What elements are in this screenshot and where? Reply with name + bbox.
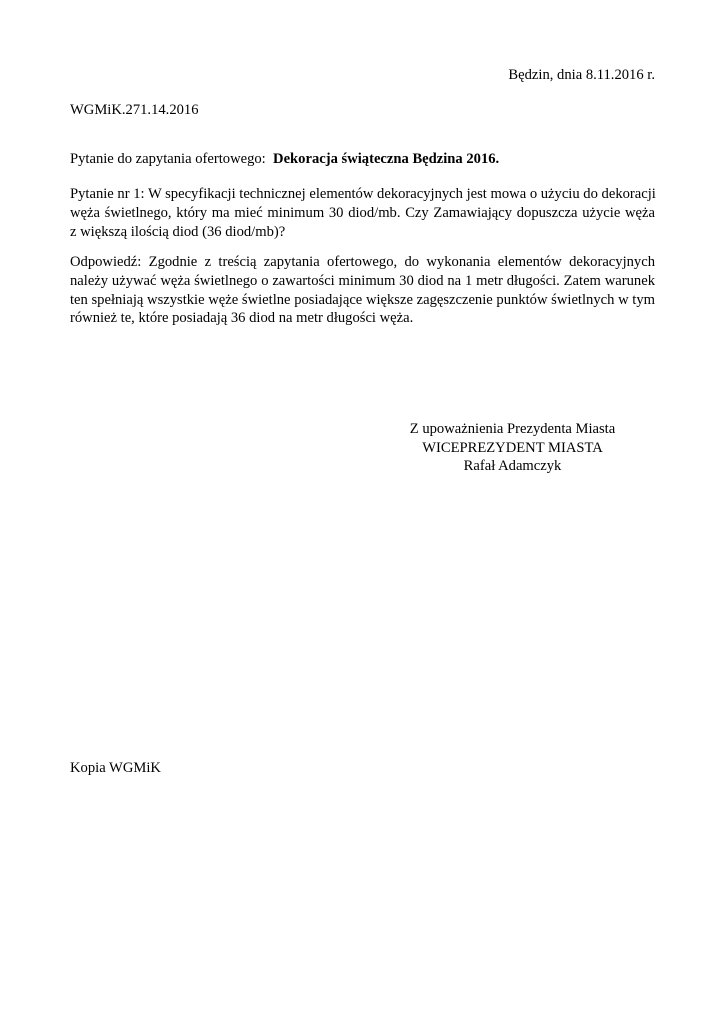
- signature-block: [390, 420, 635, 476]
- question-title-prefix: Pytanie do zapytania ofertowego:: [70, 151, 274, 167]
- question-line: węża świetlnego, który ma mieć minimum 30 diod/mb. Czy Zamawiający dopuszcza użycie węża: [70, 204, 655, 221]
- answer-line: należy używać węża świetlnego o zawartości minimum 30 diod na 1 metr długości. Zatem warunek: [70, 272, 655, 289]
- question-line: z większą ilością diod (36 diod/mb)?: [70, 223, 286, 240]
- answer-paragraph: [70, 253, 655, 328]
- answer-line: Odpowiedź: Zgodnie z treścią zapytania ofertowego, do wykonania elementów dekoracyjnych: [70, 254, 655, 270]
- signature-authorization: Z upoważnienia Prezydenta Miasta: [409, 421, 616, 437]
- question-paragraph: [70, 185, 655, 241]
- reference-number: WGMiK.271.14.2016: [70, 102, 199, 118]
- answer-line: również te, które posiadają 36 diod na metr długości węża.: [70, 310, 414, 327]
- question-line: Pytanie nr 1: W specyfikacji technicznej elementów dekoracyjnych jest mowa o użyciu do dekoracji: [70, 186, 656, 202]
- copy-note: Kopia WGMiK: [70, 760, 161, 776]
- signature-position: WICEPREZYDENT MIASTA: [422, 439, 603, 456]
- question-title-subject: Dekoracja świąteczna Będzina 2016.: [273, 151, 500, 167]
- question-title: [70, 150, 499, 168]
- signature-name: Rafał Adamczyk: [463, 458, 562, 474]
- answer-line: ten spełniają wszystkie węże świetlne posiadające większe zagęszczenie punktów świetlnych w tym: [70, 291, 655, 308]
- place-date: Będzin, dnia 8.11.2016 r.: [508, 67, 655, 83]
